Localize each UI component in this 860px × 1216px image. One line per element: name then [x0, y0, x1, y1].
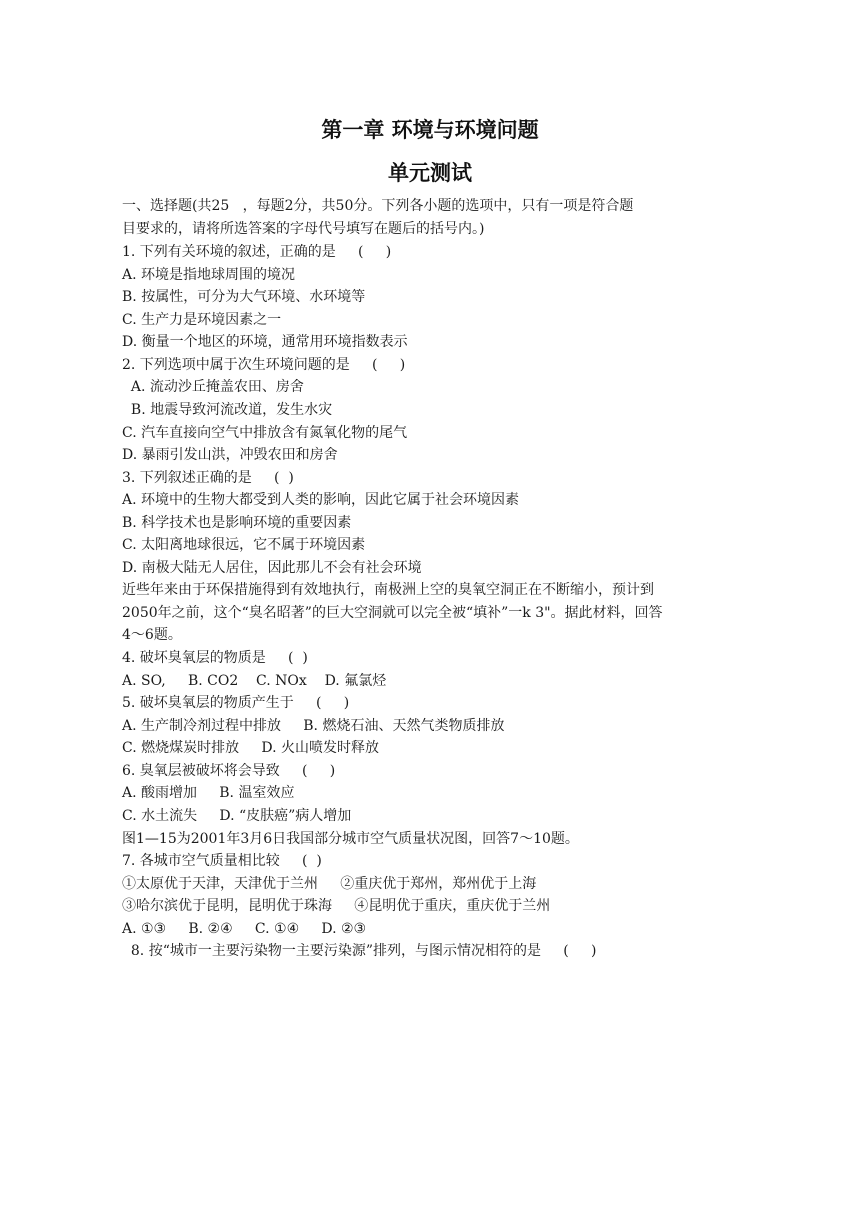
answer-option: A. 流动沙丘掩盖农田、房舍: [122, 379, 304, 395]
answer-option: A. 环境是指地球周围的境况: [122, 267, 296, 283]
answer-option: A. ①③ B. ②④ C. ①④ D. ②③: [122, 921, 367, 937]
question-stem: 8. 按“城市一主要污染物一主要污染源”排列，与图示情况相符的是 ( ): [122, 943, 597, 959]
answer-option: A. 酸雨增加 B. 温室效应: [122, 785, 295, 801]
question-stem: 4. 破坏臭氧层的物质是 ( ): [122, 650, 308, 666]
page-subtitle: 单元测试: [388, 161, 472, 185]
answer-option: A. 生产制冷剂过程中排放 B. 燃烧石油、天然气类物质排放: [122, 718, 505, 734]
answer-option: D. 南极大陆无人居住，因此那儿不会有社会环境: [122, 560, 422, 576]
answer-option: A. SO, B. CO2 C. NOx D. 氟氯烃: [122, 673, 387, 689]
instruction-line: 一、选择题(共25 ，每题2分，共50分。下列各小题的选项中，只有一项是符合题: [122, 198, 634, 214]
answer-option: C. 汽车直接向空气中排放含有氮氧化物的尾气: [122, 425, 408, 441]
answer-option: C. 燃烧煤炭时排放 D. 火山喷发时释放: [122, 740, 379, 756]
answer-option: A. 环境中的生物大都受到人类的影响，因此它属于社会环境因素: [122, 492, 520, 508]
answer-option: D. 衡量一个地区的环境，通常用环境指数表示: [122, 334, 408, 350]
instruction-line: 目要求的，请将所选答案的字母代号填写在题后的括号内。): [122, 221, 485, 237]
passage-line: 2050年之前，这个“臭名昭著”的巨大空洞就可以完全被“填补”一k 3"。据此材料，回答: [122, 605, 663, 621]
answer-option: B. 按属性，可分为大气环境、水环境等: [122, 289, 366, 305]
statement-line: ①太原优于天津，天津优于兰州 ②重庆优于郑州，郑州优于上海: [122, 876, 537, 892]
passage-line: 4～6题。: [122, 627, 182, 643]
answer-option: C. 水土流失 D. “皮肤癌”病人增加: [122, 808, 352, 824]
question-stem: 5. 破坏臭氧层的物质产生于 ( ): [122, 695, 350, 711]
answer-option: B. 科学技术也是影响环境的重要因素: [122, 515, 352, 531]
question-stem: 7. 各城市空气质量相比较 ( ): [122, 853, 322, 869]
answer-option: D. 暴雨引发山洪，冲毁农田和房舍: [122, 447, 338, 463]
answer-option: C. 太阳离地球很远，它不属于环境因素: [122, 537, 366, 553]
answer-option: B. 地震导致河流改道，发生水灾: [122, 402, 333, 418]
answer-option: C. 生产力是环境因素之一: [122, 312, 282, 328]
question-stem: 6. 臭氧层被破坏将会导致 ( ): [122, 763, 336, 779]
passage-line: 图1—15为2001年3月6日我国部分城市空气质量状况图，回答7～10题。: [122, 831, 579, 847]
chapter-title: 第一章 环境与环境问题: [321, 118, 539, 142]
statement-line: ③哈尔滨优于昆明，昆明优于珠海 ④昆明优于重庆，重庆优于兰州: [122, 898, 551, 914]
question-stem: 3. 下列叙述正确的是 ( ): [122, 470, 294, 486]
question-stem: 1. 下列有关环境的叙述，正确的是 ( ): [122, 244, 392, 260]
question-stem: 2. 下列选项中属于次生环境问题的是 ( ): [122, 357, 406, 373]
passage-line: 近些年来由于环保措施得到有效地执行，南极洲上空的臭氧空洞正在不断缩小，预计到: [122, 582, 654, 598]
